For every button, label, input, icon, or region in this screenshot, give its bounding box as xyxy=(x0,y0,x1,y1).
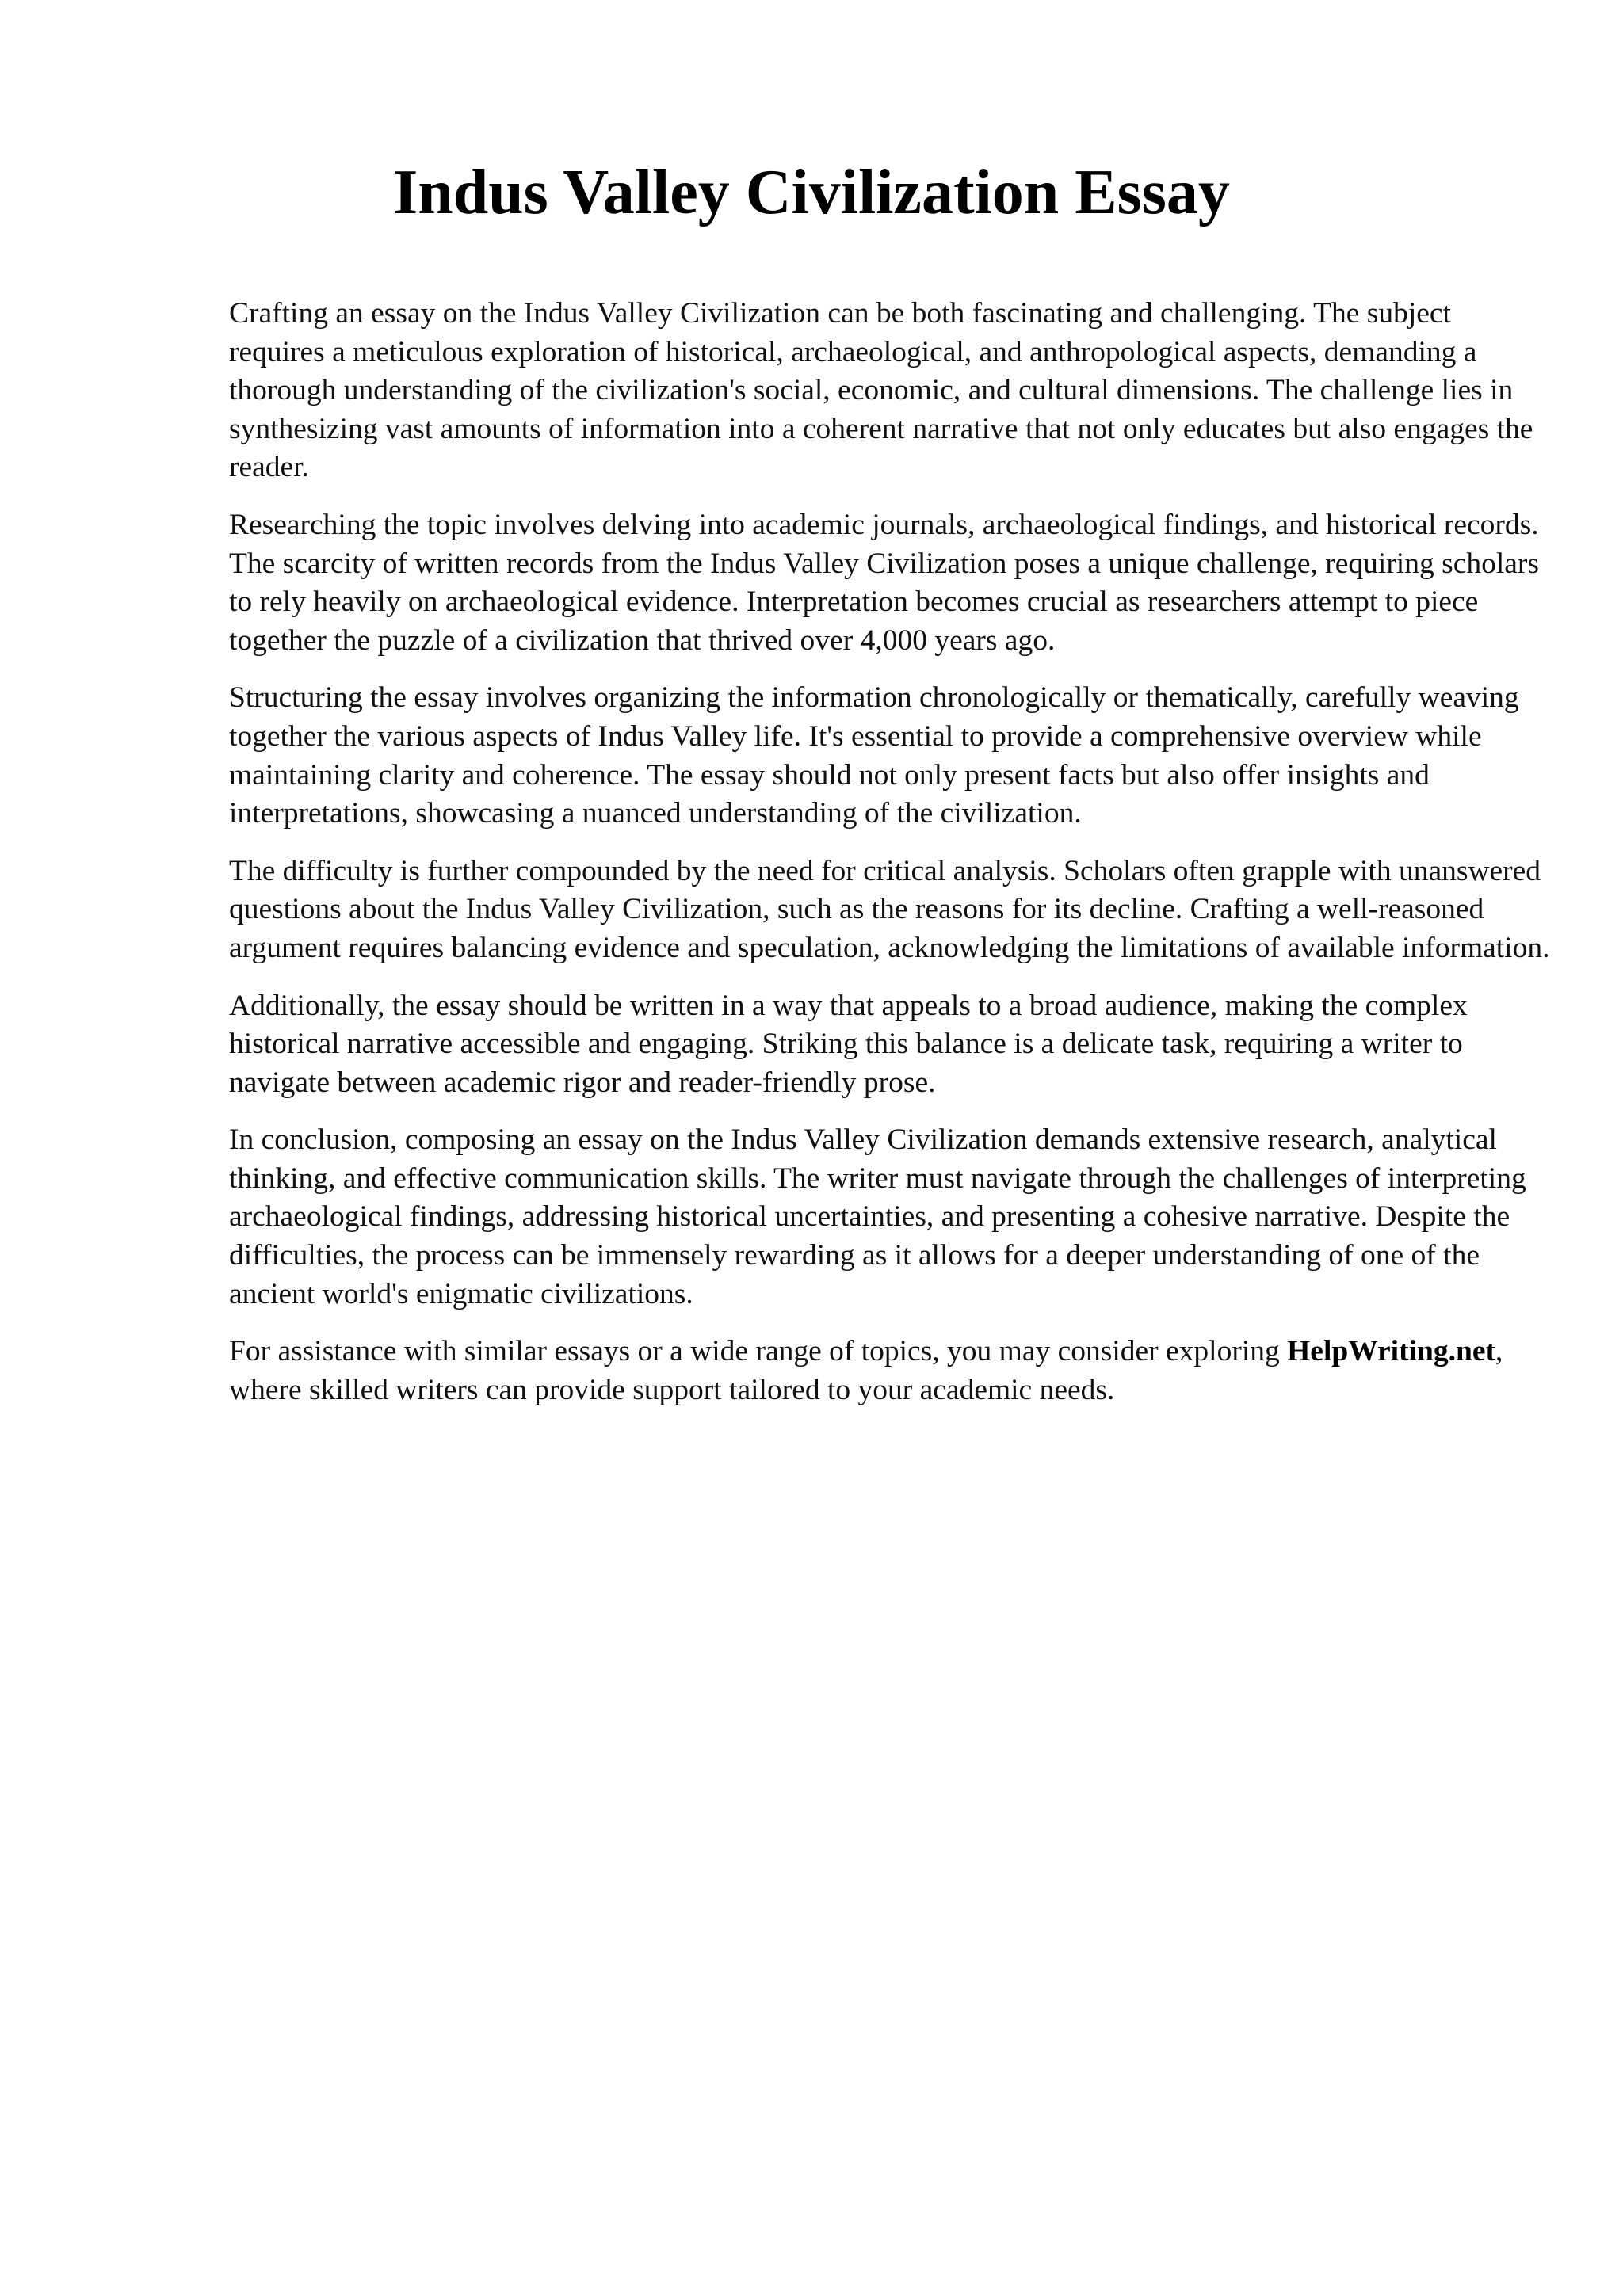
paragraph-6: In conclusion, composing an essay on the Indus Valley Civilization demands extensive research, analytical thinking, and effective communication skills. The writer must navigate through the challenges of interpreting archaeological findings, addressing historical uncertainties, and presenting a cohesive narrative. Despite the difficulties, the process can be immensely rewarding as it allows for a deeper understanding of one of the ancient world's enigmatic civilizations. xyxy=(229,1123,1526,1310)
paragraph-4: The difficulty is further compounded by the need for critical analysis. Scholars often grapple with unanswered questions about the Indus Valley Civilization, such as the reasons for its decline. Crafting a well-reasoned argument requires balancing evidence and speculation, acknowledging the limitations of available information. xyxy=(229,854,1550,964)
brand-name: HelpWriting.net xyxy=(1287,1335,1495,1368)
document-title: Indus Valley Civilization Essay xyxy=(393,158,1230,227)
paragraph-3: Structuring the essay involves organizing the information chronologically or thematically, carefully weaving together the various aspects of Indus Valley life. It's essential to provide a comprehensive overview while maintaining clarity and coherence. The essay should not only present facts but also offer insights and interpretations, showcasing a nuanced understanding of the civilization. xyxy=(229,681,1519,830)
paragraph-5: Additionally, the essay should be written in a way that appeals to a broad audience, making the complex historical narrative accessible and engaging. Striking this balance is a delicate task, requiring a writer to navigate between academic rigor and reader-friendly prose. xyxy=(229,989,1468,1099)
document-body xyxy=(229,295,1552,1428)
paragraph-1: Crafting an essay on the Indus Valley Civilization can be both fascinating and challenging. The subject requires a meticulous exploration of historical, archaeological, and anthropological aspects, demanding a thorough understanding of the civilization's social, economic, and cultural dimensions. The challenge lies in synthesizing vast amounts of information into a coherent narrative that not only educates but also engages the reader. xyxy=(229,297,1533,484)
closing-text-after: , where skilled writers can provide support tailored to your academic needs. xyxy=(229,1335,1503,1406)
closing-text-before: For assistance with similar essays or a wide range of topics, you may consider exploring xyxy=(229,1335,1288,1368)
paragraph-2: Researching the topic involves delving into academic journals, archaeological findings, and historical records. The scarcity of written records from the Indus Valley Civilization poses a unique challenge, requiring scholars to rely heavily on archaeological evidence. Interpretation becomes crucial as researchers attempt to piece together the puzzle of a civilization that thrived over 4,000 years ago. xyxy=(229,508,1539,657)
closing-paragraph xyxy=(229,1333,1552,1409)
